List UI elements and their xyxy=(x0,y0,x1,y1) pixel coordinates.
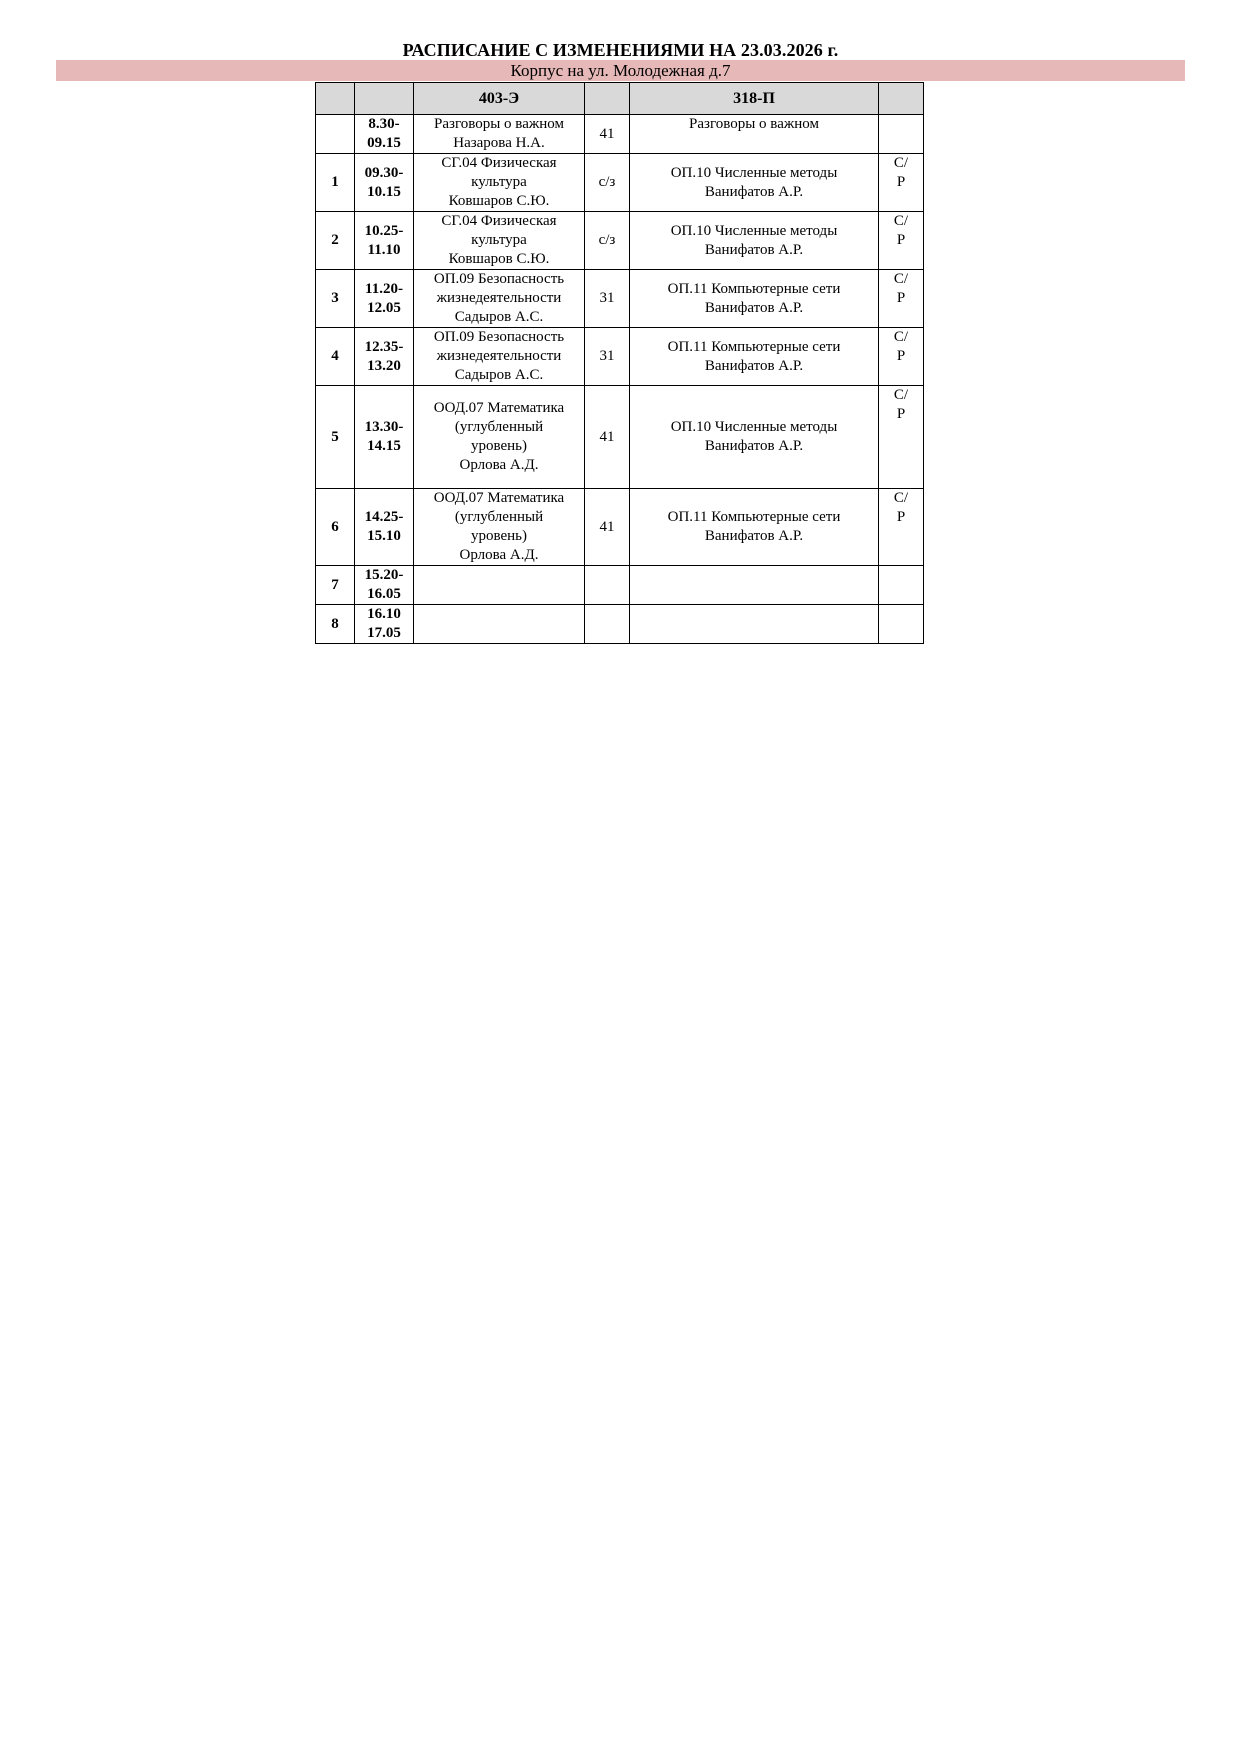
room-line: С/ xyxy=(893,213,909,229)
lesson-line: ООД.07 Математика xyxy=(433,400,565,416)
lesson-number: 7 xyxy=(316,566,355,605)
lesson-line: Ванифатов А.Р. xyxy=(704,438,804,454)
building-banner: Корпус на ул. Молодежная д.7 xyxy=(56,60,1185,81)
group-403-lesson xyxy=(414,605,585,644)
lesson-line: Садыров А.С. xyxy=(454,309,544,325)
group-318-room xyxy=(879,605,924,644)
lesson-time xyxy=(355,270,414,328)
group-403-lesson xyxy=(414,115,585,154)
lesson-line: Ванифатов А.Р. xyxy=(704,528,804,544)
lesson-time xyxy=(355,605,414,644)
lesson-line: ОП.11 Компьютерные сети xyxy=(667,509,841,525)
lesson-time xyxy=(355,489,414,566)
time-line: 10.15 xyxy=(367,183,401,200)
lesson-time xyxy=(355,154,414,212)
group-318-lesson xyxy=(630,328,879,386)
group-403-room xyxy=(585,605,630,644)
lesson-time xyxy=(355,115,414,154)
group-318-lesson xyxy=(630,212,879,270)
time-line: 10.25- xyxy=(364,222,404,239)
group-403-lesson xyxy=(414,154,585,212)
group-318-lesson xyxy=(630,386,879,489)
lesson-line: СГ.04 Физическая xyxy=(441,155,557,171)
table-row xyxy=(316,386,924,489)
table-header-row xyxy=(316,83,924,115)
lesson-number: 8 xyxy=(316,605,355,644)
lesson-line: ООД.07 Математика xyxy=(433,490,565,506)
lesson-line: уровень) xyxy=(470,528,527,544)
lesson-line: ОП.11 Компьютерные сети xyxy=(667,338,841,355)
lesson-line: Ванифатов А.Р. xyxy=(704,357,804,374)
schedule-table xyxy=(315,82,924,644)
lesson-number: 3 xyxy=(316,270,355,328)
lesson-line: уровень) xyxy=(470,438,527,454)
lesson-line: Садыров А.С. xyxy=(454,367,544,383)
room-line: Р xyxy=(896,509,906,525)
time-line: 12.35- xyxy=(364,338,404,355)
lesson-line: культура xyxy=(471,232,527,248)
group-318-lesson xyxy=(630,270,879,328)
room-line: Р xyxy=(896,232,906,248)
time-line: 13.30- xyxy=(364,419,404,435)
page-title: РАСПИСАНИЕ С ИЗМЕНЕНИЯМИ НА 23.03.2026 г. xyxy=(402,40,839,60)
group-318-room xyxy=(879,270,924,328)
table-row xyxy=(316,489,924,566)
lesson-line: ОП.10 Численные методы xyxy=(670,222,838,239)
lesson-line: ОП.09 Безопасность xyxy=(433,271,565,287)
group-403-lesson xyxy=(414,566,585,605)
group-403-lesson xyxy=(414,386,585,489)
table-row xyxy=(316,566,924,605)
lesson-line: Разговоры о важном xyxy=(434,116,564,132)
lesson-number: 4 xyxy=(316,328,355,386)
group-318-room xyxy=(879,212,924,270)
group-318-lesson xyxy=(630,566,879,605)
group-403-room: 31 xyxy=(585,328,630,386)
lesson-line: культура xyxy=(471,174,527,190)
lesson-line: (углубленный xyxy=(454,509,544,525)
lesson-number: 1 xyxy=(316,154,355,212)
room-line: Р xyxy=(896,290,906,306)
lesson-line: ОП.09 Безопасность xyxy=(433,329,565,345)
lesson-line: (углубленный xyxy=(454,419,544,435)
lesson-number: 6 xyxy=(316,489,355,566)
table-row xyxy=(316,328,924,386)
group-403-lesson xyxy=(414,328,585,386)
time-line: 16.05 xyxy=(367,586,401,602)
lesson-time xyxy=(355,566,414,605)
time-line: 12.05 xyxy=(367,299,401,316)
time-line: 11.10 xyxy=(367,241,401,258)
group-403-room: с/з xyxy=(585,154,630,212)
lesson-line: Разговоры о важном xyxy=(689,116,819,132)
group-403-room: с/з xyxy=(585,212,630,270)
group-318-room xyxy=(879,489,924,566)
lesson-time xyxy=(355,386,414,489)
room-line: С/ xyxy=(893,387,909,403)
lesson-line: Назарова Н.А. xyxy=(453,135,545,151)
room-line: Р xyxy=(896,348,906,364)
room-line: Р xyxy=(896,406,906,422)
header-group-318: 318-П xyxy=(630,83,879,115)
lesson-line: Орлова А.Д. xyxy=(459,547,539,563)
time-line: 16.10 xyxy=(367,606,401,622)
time-line: 15.20- xyxy=(364,567,404,583)
header-room-403 xyxy=(585,83,630,115)
group-403-lesson xyxy=(414,212,585,270)
lesson-line: Ванифатов А.Р. xyxy=(704,183,804,200)
group-403-lesson xyxy=(414,270,585,328)
time-line: 14.15 xyxy=(367,438,401,454)
group-403-room: 41 xyxy=(585,386,630,489)
group-318-lesson xyxy=(630,605,879,644)
table-row xyxy=(316,154,924,212)
lesson-line: Ковшаров С.Ю. xyxy=(448,251,550,267)
time-line: 14.25- xyxy=(364,509,404,525)
group-318-room xyxy=(879,386,924,489)
lesson-line: Орлова А.Д. xyxy=(459,457,539,473)
table-row xyxy=(316,605,924,644)
lesson-number xyxy=(316,115,355,154)
group-318-room xyxy=(879,154,924,212)
lesson-line: Ванифатов А.Р. xyxy=(704,299,804,316)
time-line: 13.20 xyxy=(367,357,401,374)
group-403-room: 31 xyxy=(585,270,630,328)
group-403-room: 41 xyxy=(585,489,630,566)
table-row xyxy=(316,115,924,154)
lesson-line: ОП.11 Компьютерные сети xyxy=(667,280,841,297)
lesson-line: Ванифатов А.Р. xyxy=(704,241,804,258)
lesson-line: СГ.04 Физическая xyxy=(441,213,557,229)
time-line: 09.30- xyxy=(364,164,404,181)
header-group-403: 403-Э xyxy=(414,83,585,115)
group-318-lesson xyxy=(630,154,879,212)
room-line: С/ xyxy=(893,155,909,171)
header-time xyxy=(355,83,414,115)
time-line: 17.05 xyxy=(367,625,401,641)
time-line: 09.15 xyxy=(367,135,401,151)
room-line: Р xyxy=(896,174,906,190)
lesson-time xyxy=(355,212,414,270)
room-line: С/ xyxy=(893,329,909,345)
header-room-318 xyxy=(879,83,924,115)
lesson-line: Ковшаров С.Ю. xyxy=(448,193,550,209)
table-row xyxy=(316,270,924,328)
group-403-lesson xyxy=(414,489,585,566)
lesson-line: жизнедеятельности xyxy=(436,348,562,364)
lesson-number: 5 xyxy=(316,386,355,489)
lesson-line: жизнедеятельности xyxy=(436,290,562,306)
group-403-room xyxy=(585,566,630,605)
room-line: С/ xyxy=(893,490,909,506)
lesson-time xyxy=(355,328,414,386)
group-318-room xyxy=(879,328,924,386)
group-403-room: 41 xyxy=(585,115,630,154)
room-line: С/ xyxy=(893,271,909,287)
table-row xyxy=(316,212,924,270)
lesson-line: ОП.10 Численные методы xyxy=(670,419,838,435)
time-line: 15.10 xyxy=(367,528,401,544)
header-num xyxy=(316,83,355,115)
group-318-lesson xyxy=(630,489,879,566)
lesson-number: 2 xyxy=(316,212,355,270)
time-line: 11.20- xyxy=(365,280,403,297)
group-318-room xyxy=(879,566,924,605)
group-318-lesson xyxy=(630,115,879,154)
group-318-room xyxy=(879,115,924,154)
time-line: 8.30- xyxy=(368,116,400,132)
lesson-line: ОП.10 Численные методы xyxy=(670,164,838,181)
